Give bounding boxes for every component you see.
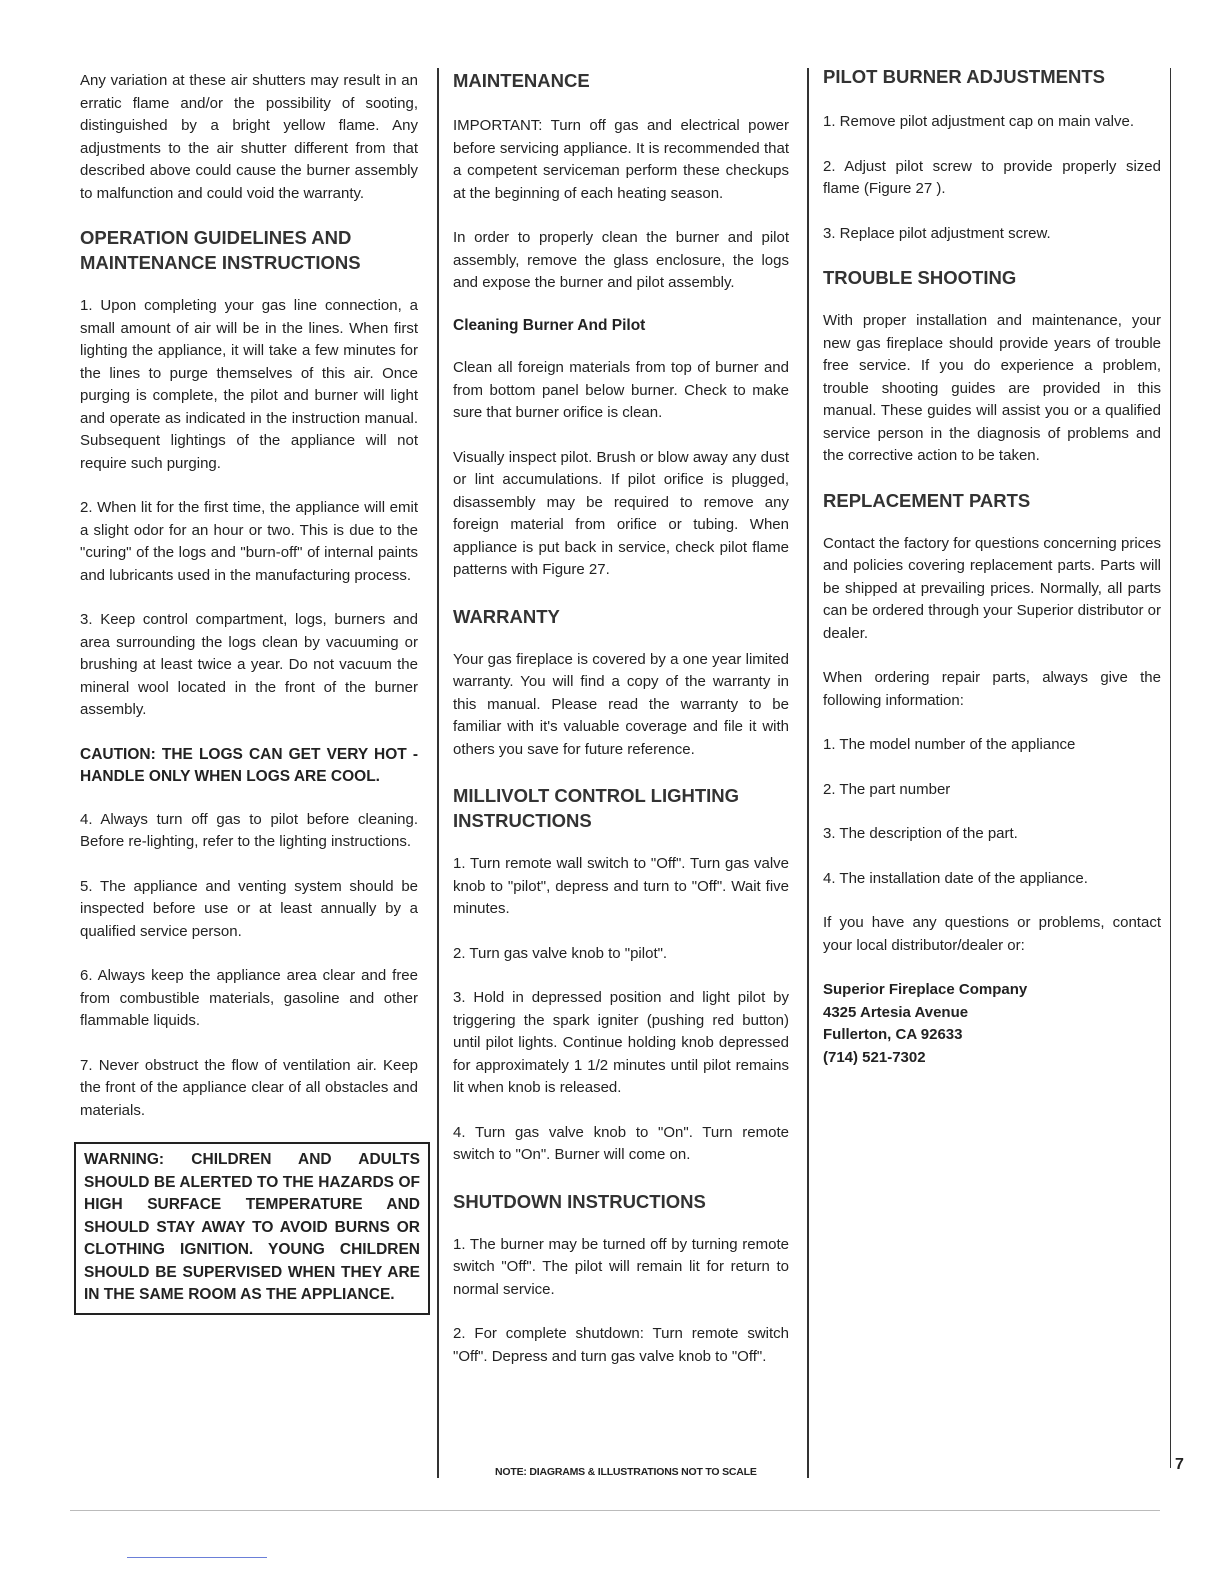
order-item-2: 2. The part number <box>823 780 951 798</box>
column-middle <box>453 60 789 1368</box>
order-item-1: 1. The model number of the appliance <box>823 736 1076 753</box>
lighting-step-2: 2. Turn gas valve knob to "pilot". <box>453 944 668 962</box>
lighting-step-1: 1. Turn remote wall switch to "Off". Turn gas valve knob to "pilot", depress and turn to "Off". Wait five minutes. <box>453 855 789 917</box>
maintenance-heading: MAINTENANCE <box>453 70 590 91</box>
order-item-4: 4. The installation date of the appliance. <box>823 869 1088 887</box>
ordering-paragraph: When ordering repair parts, always give the following information: <box>823 669 1161 709</box>
page-edge-rule <box>1170 68 1171 1468</box>
parts-paragraph: Contact the factory for questions concerning prices and policies covering replacement parts. Parts will be shipped at prevailing prices. Normally, all parts can be ordered through your Superior distributor or dealer. <box>823 534 1161 642</box>
column-right <box>823 60 1161 1069</box>
trouble-paragraph: With proper installation and maintenance, your new gas fireplace should provide years of trouble free service. If you do experience a problem, trouble shooting guides are provided in this manual. These guides will assist you or a qualified service person in the diagnosis of problems and the corrective action to be taken. <box>823 312 1161 464</box>
operation-heading-line1: OPERATION GUIDELINES AND <box>80 227 352 248</box>
shutdown-heading: SHUTDOWN INSTRUCTIONS <box>453 1190 706 1212</box>
company-street: 4325 Artesia Avenue <box>823 1003 969 1021</box>
shutdown-step-1: 1. The burner may be turned off by turning remote switch "Off". The pilot will remain lit for return to normal service. <box>453 1235 789 1298</box>
guideline-item-3: 3. Keep control compartment, logs, burners and area surrounding the logs clean by vacuuming or brushing at least twice a year. Do not vacuum the mineral wool located in the front of the burner assembly. <box>80 611 418 718</box>
millivolt-heading-line1: MILLIVOLT CONTROL LIGHTING <box>453 785 740 806</box>
pilot-step-1: 1. Remove pilot adjustment cap on main valve. <box>823 113 1134 130</box>
footer-note: NOTE: DIAGRAMS & ILLUSTRATIONS NOT TO SCALE <box>495 1466 757 1478</box>
guideline-item-6: 6. Always keep the appliance area clear and free from combustible materials, gasoline and other flammable liquids. <box>80 967 418 1029</box>
caution-notice: CAUTION: THE LOGS CAN GET VERY HOT - HANDLE ONLY WHEN LOGS ARE COOL. <box>80 745 418 785</box>
column-divider-left <box>437 68 439 1478</box>
column-divider-right <box>807 68 809 1478</box>
trouble-heading: TROUBLE SHOOTING <box>823 267 1017 288</box>
cleaning-subheading: Cleaning Burner And Pilot <box>453 316 646 334</box>
guideline-item-7: 7. Never obstruct the flow of ventilation air. Keep the front of the appliance clear of all obstacles and materials. <box>80 1056 418 1119</box>
warranty-paragraph: Your gas fireplace is covered by a one year limited warranty. You will find a copy of the warranty in this manual. Please read the warranty to be familiar with it's valuable coverage and file it with others you save for future reference. <box>453 650 789 758</box>
company-address <box>823 979 1161 1069</box>
company-name: Superior Fireplace Company <box>823 981 1028 998</box>
important-paragraph: IMPORTANT: Turn off gas and electrical power before servicing appliance. It is recommended that a competent serviceman perform these checkups at the beginning of each heating season. <box>453 117 789 202</box>
guideline-item-1: 1. Upon completing your gas line connection, a small amount of air will be in the lines. When first lighting the appliance, it will take a few minutes for the lines to purge themselves of this air. Once purging is complete, the pilot and burner will light and operate as indicated in the instruction manual. Subsequent lightings of the appliance will not require such purging. <box>80 297 418 472</box>
page-number: 7 <box>1175 1456 1184 1473</box>
column-left <box>80 60 418 1315</box>
bottom-blue-mark <box>127 1557 267 1558</box>
operation-heading-line2: MAINTENANCE INSTRUCTIONS <box>80 252 361 273</box>
clean-order-paragraph: In order to properly clean the burner and pilot assembly, remove the glass enclosure, the logs and expose the burner and pilot assembly. <box>453 229 789 291</box>
contact-paragraph: If you have any questions or problems, contact your local distributor/dealer or: <box>823 914 1161 954</box>
pilot-step-2: 2. Adjust pilot screw to provide properly sized flame (Figure 27 ). <box>823 157 1161 197</box>
lighting-step-3: 3. Hold in depressed position and light pilot by triggering the spark igniter (pushing red button) until pilot lights. Continue holding knob depressed for approximately 1 1/2 minutes until pilot remains lit when knob is released. <box>453 989 789 1096</box>
guideline-item-4: 4. Always turn off gas to pilot before cleaning. Before re-lighting, refer to the lighting instructions. <box>80 810 418 850</box>
order-item-3: 3. The description of the part. <box>823 825 1018 842</box>
visual-inspect-paragraph: Visually inspect pilot. Brush or blow away any dust or lint accumulations. If pilot orifice is plugged, disassembly may be required to remove any foreign material from orifice or tubing. When appliance is put back in service, check pilot flame patterns with Figure 27. <box>453 448 789 578</box>
guideline-item-5: 5. The appliance and venting system should be inspected before use or at least annually by a qualified service person. <box>80 877 418 940</box>
millivolt-heading-line2: INSTRUCTIONS <box>453 810 592 831</box>
lighting-step-4: 4. Turn gas valve knob to "On". Turn remote switch to "On". Burner will come on. <box>453 1123 789 1163</box>
guideline-item-2: 2. When lit for the first time, the appliance will emit a slight odor for an hour or two. This is due to the "curing" of the logs and "burn-off" of internal paints and lubricants used in the manufacturing process. <box>80 499 418 584</box>
company-city: Fullerton, CA 92633 <box>823 1026 963 1043</box>
bottom-rule <box>70 1510 1160 1511</box>
pilot-step-3: 3. Replace pilot adjustment screw. <box>823 224 1051 242</box>
clean-foreign-paragraph: Clean all foreign materials from top of burner and from bottom panel below burner. Check to make sure that burner orifice is clean. <box>453 359 789 421</box>
shutdown-step-2: 2. For complete shutdown: Turn remote switch "Off". Depress and turn gas valve knob to "Off". <box>453 1325 789 1365</box>
parts-heading: REPLACEMENT PARTS <box>823 489 1031 511</box>
warranty-heading: WARRANTY <box>453 605 560 627</box>
company-phone: (714) 521-7302 <box>823 1048 926 1066</box>
intro-paragraph: Any variation at these air shutters may result in an erratic flame and/or the possibility of sooting, distinguished by a bright yellow flame. Any adjustments to the air shutter different from that described above could cause the burner assembly to malfunction and could void the warranty. <box>80 72 418 202</box>
warning-box: WARNING: CHILDREN AND ADULTS SHOULD BE ALERTED TO THE HAZARDS OF HIGH SURFACE TEMPERATURE AND SHOULD STAY AWAY TO AVOID BURNS OR CLOTHING IGNITION. YOUNG CHILDREN SHOULD BE SUPERVISED WHEN THEY ARE IN THE SAME ROOM AS THE APPLIANCE. <box>74 1142 430 1315</box>
pilot-heading: PILOT BURNER ADJUSTMENTS <box>823 66 1105 87</box>
